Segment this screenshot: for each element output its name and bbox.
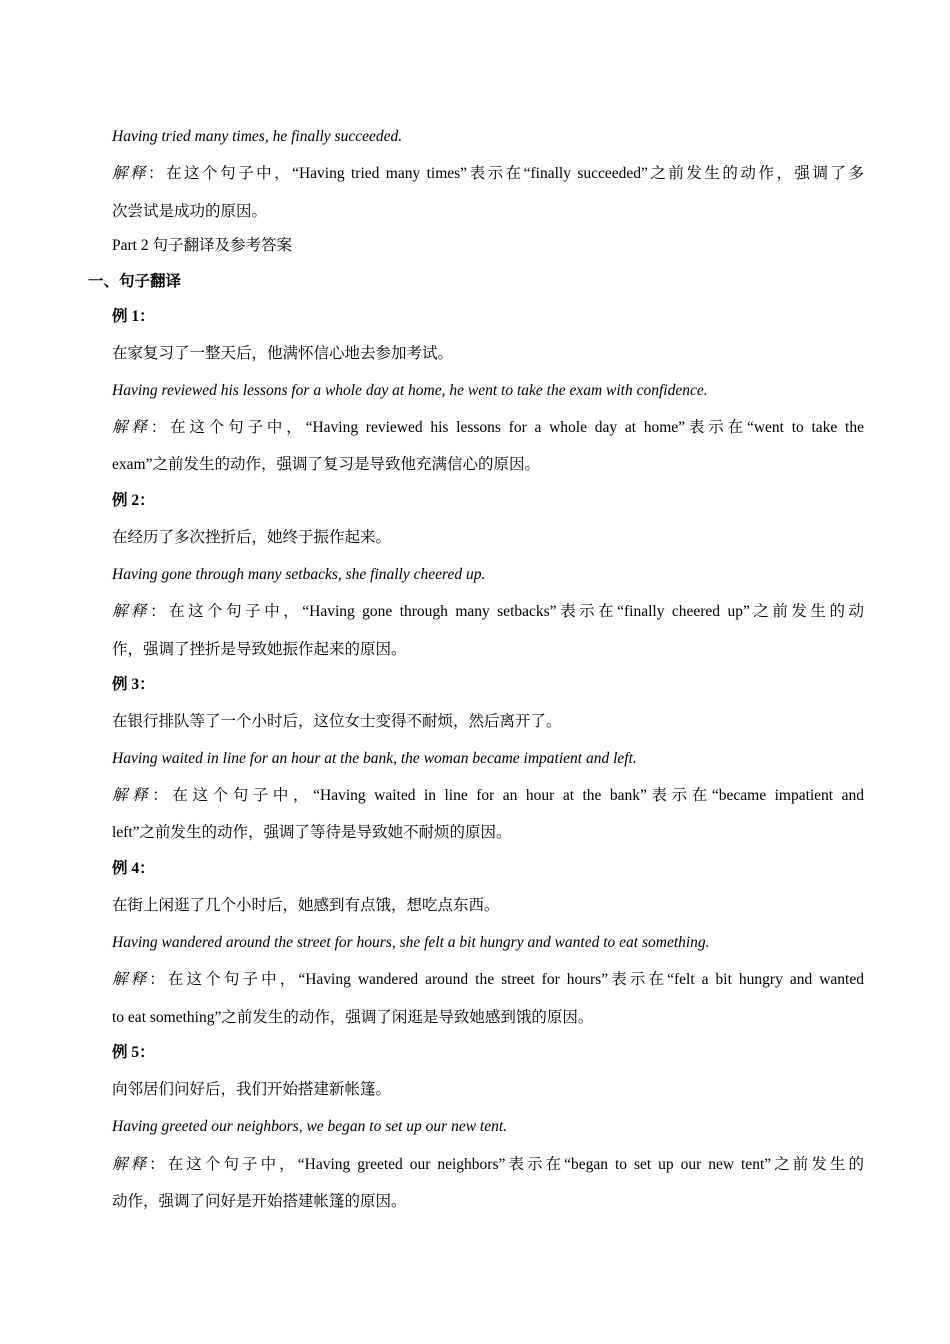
example-3-label: 例 3： <box>112 676 155 693</box>
example-2-explanation-line-1: 解释：在这个句子中，“Having gone through many setbacks”表示在“finally cheered up”之前发生的动 <box>112 603 864 620</box>
example-1-english: Having reviewed his lessons for a whole day at home, he went to take the exam with confidence. <box>112 382 708 399</box>
explanation-label: 解释 <box>112 165 149 182</box>
explanation-label: 解释 <box>112 971 150 988</box>
explanation-label: 解释 <box>112 419 151 436</box>
section-heading: 一、句子翻译 <box>88 273 182 290</box>
example-3-english: Having waited in line for an hour at the bank, the woman became impatient and left. <box>112 750 637 767</box>
example-4-label: 例 4： <box>112 860 155 877</box>
example-2-label: 例 2： <box>112 492 155 509</box>
example-3-chinese: 在银行排队等了一个小时后，这位女士变得不耐烦，然后离开了。 <box>112 713 562 730</box>
example-5-chinese: 向邻居们问好后，我们开始搭建新帐篷。 <box>112 1081 392 1098</box>
explanation-label: 解释 <box>112 603 151 620</box>
example-4-chinese: 在街上闲逛了几个小时后，她感到有点饿，想吃点东西。 <box>112 897 500 914</box>
example-5-english: Having greeted our neighbors, we began to set up our new tent. <box>112 1118 508 1135</box>
example-1-chinese: 在家复习了一整天后，他满怀信心地去参加考试。 <box>112 345 454 362</box>
intro-explanation-line-2: 次尝试是成功的原因。 <box>112 203 268 220</box>
part2-heading: Part 2 句子翻译及参考答案 <box>112 237 292 254</box>
example-5-explanation-line-1: 解释：在这个句子中，“Having greeted our neighbors”表示在“began to set up our new tent”之前发生的 <box>112 1156 864 1173</box>
example-5-label: 例 5： <box>112 1044 155 1061</box>
example-2-explanation-line-2: 作，强调了挫折是导致她振作起来的原因。 <box>112 641 407 658</box>
example-4-explanation-line-1: 解释：在这个句子中，“Having wandered around the street for hours”表示在“felt a bit hungry and wanted <box>112 971 864 988</box>
explanation-label: 解释 <box>112 787 153 804</box>
example-3-explanation-line-2: left”之前发生的动作，强调了等待是导致她不耐烦的原因。 <box>112 824 512 841</box>
intro-explanation-line-1: 解释：在这个句子中，“Having tried many times”表示在“finally succeeded”之前发生的动作，强调了多 <box>112 165 864 182</box>
example-1-explanation-line-1: 解释：在这个句子中，“Having reviewed his lessons for a whole day at home”表示在“went to take the <box>112 419 864 436</box>
example-2-chinese: 在经历了多次挫折后，她终于振作起来。 <box>112 529 392 546</box>
example-4-explanation-line-2: to eat something”之前发生的动作，强调了闲逛是导致她感到饿的原因。 <box>112 1009 594 1026</box>
explanation-label: 解释 <box>112 1156 150 1173</box>
example-5-explanation-line-2: 动作，强调了问好是开始搭建帐篷的原因。 <box>112 1193 407 1210</box>
example-3-explanation-line-1: 解释：在这个句子中，“Having waited in line for an hour at the bank”表示在“became impatient and <box>112 787 864 804</box>
intro-example-english: Having tried many times, he finally succeeded. <box>112 128 403 145</box>
example-4-english: Having wandered around the street for hours, she felt a bit hungry and wanted to eat something. <box>112 934 710 951</box>
example-2-english: Having gone through many setbacks, she finally cheered up. <box>112 566 486 583</box>
example-1-label: 例 1： <box>112 308 155 325</box>
example-1-explanation-line-2: exam”之前发生的动作，强调了复习是导致他充满信心的原因。 <box>112 456 540 473</box>
